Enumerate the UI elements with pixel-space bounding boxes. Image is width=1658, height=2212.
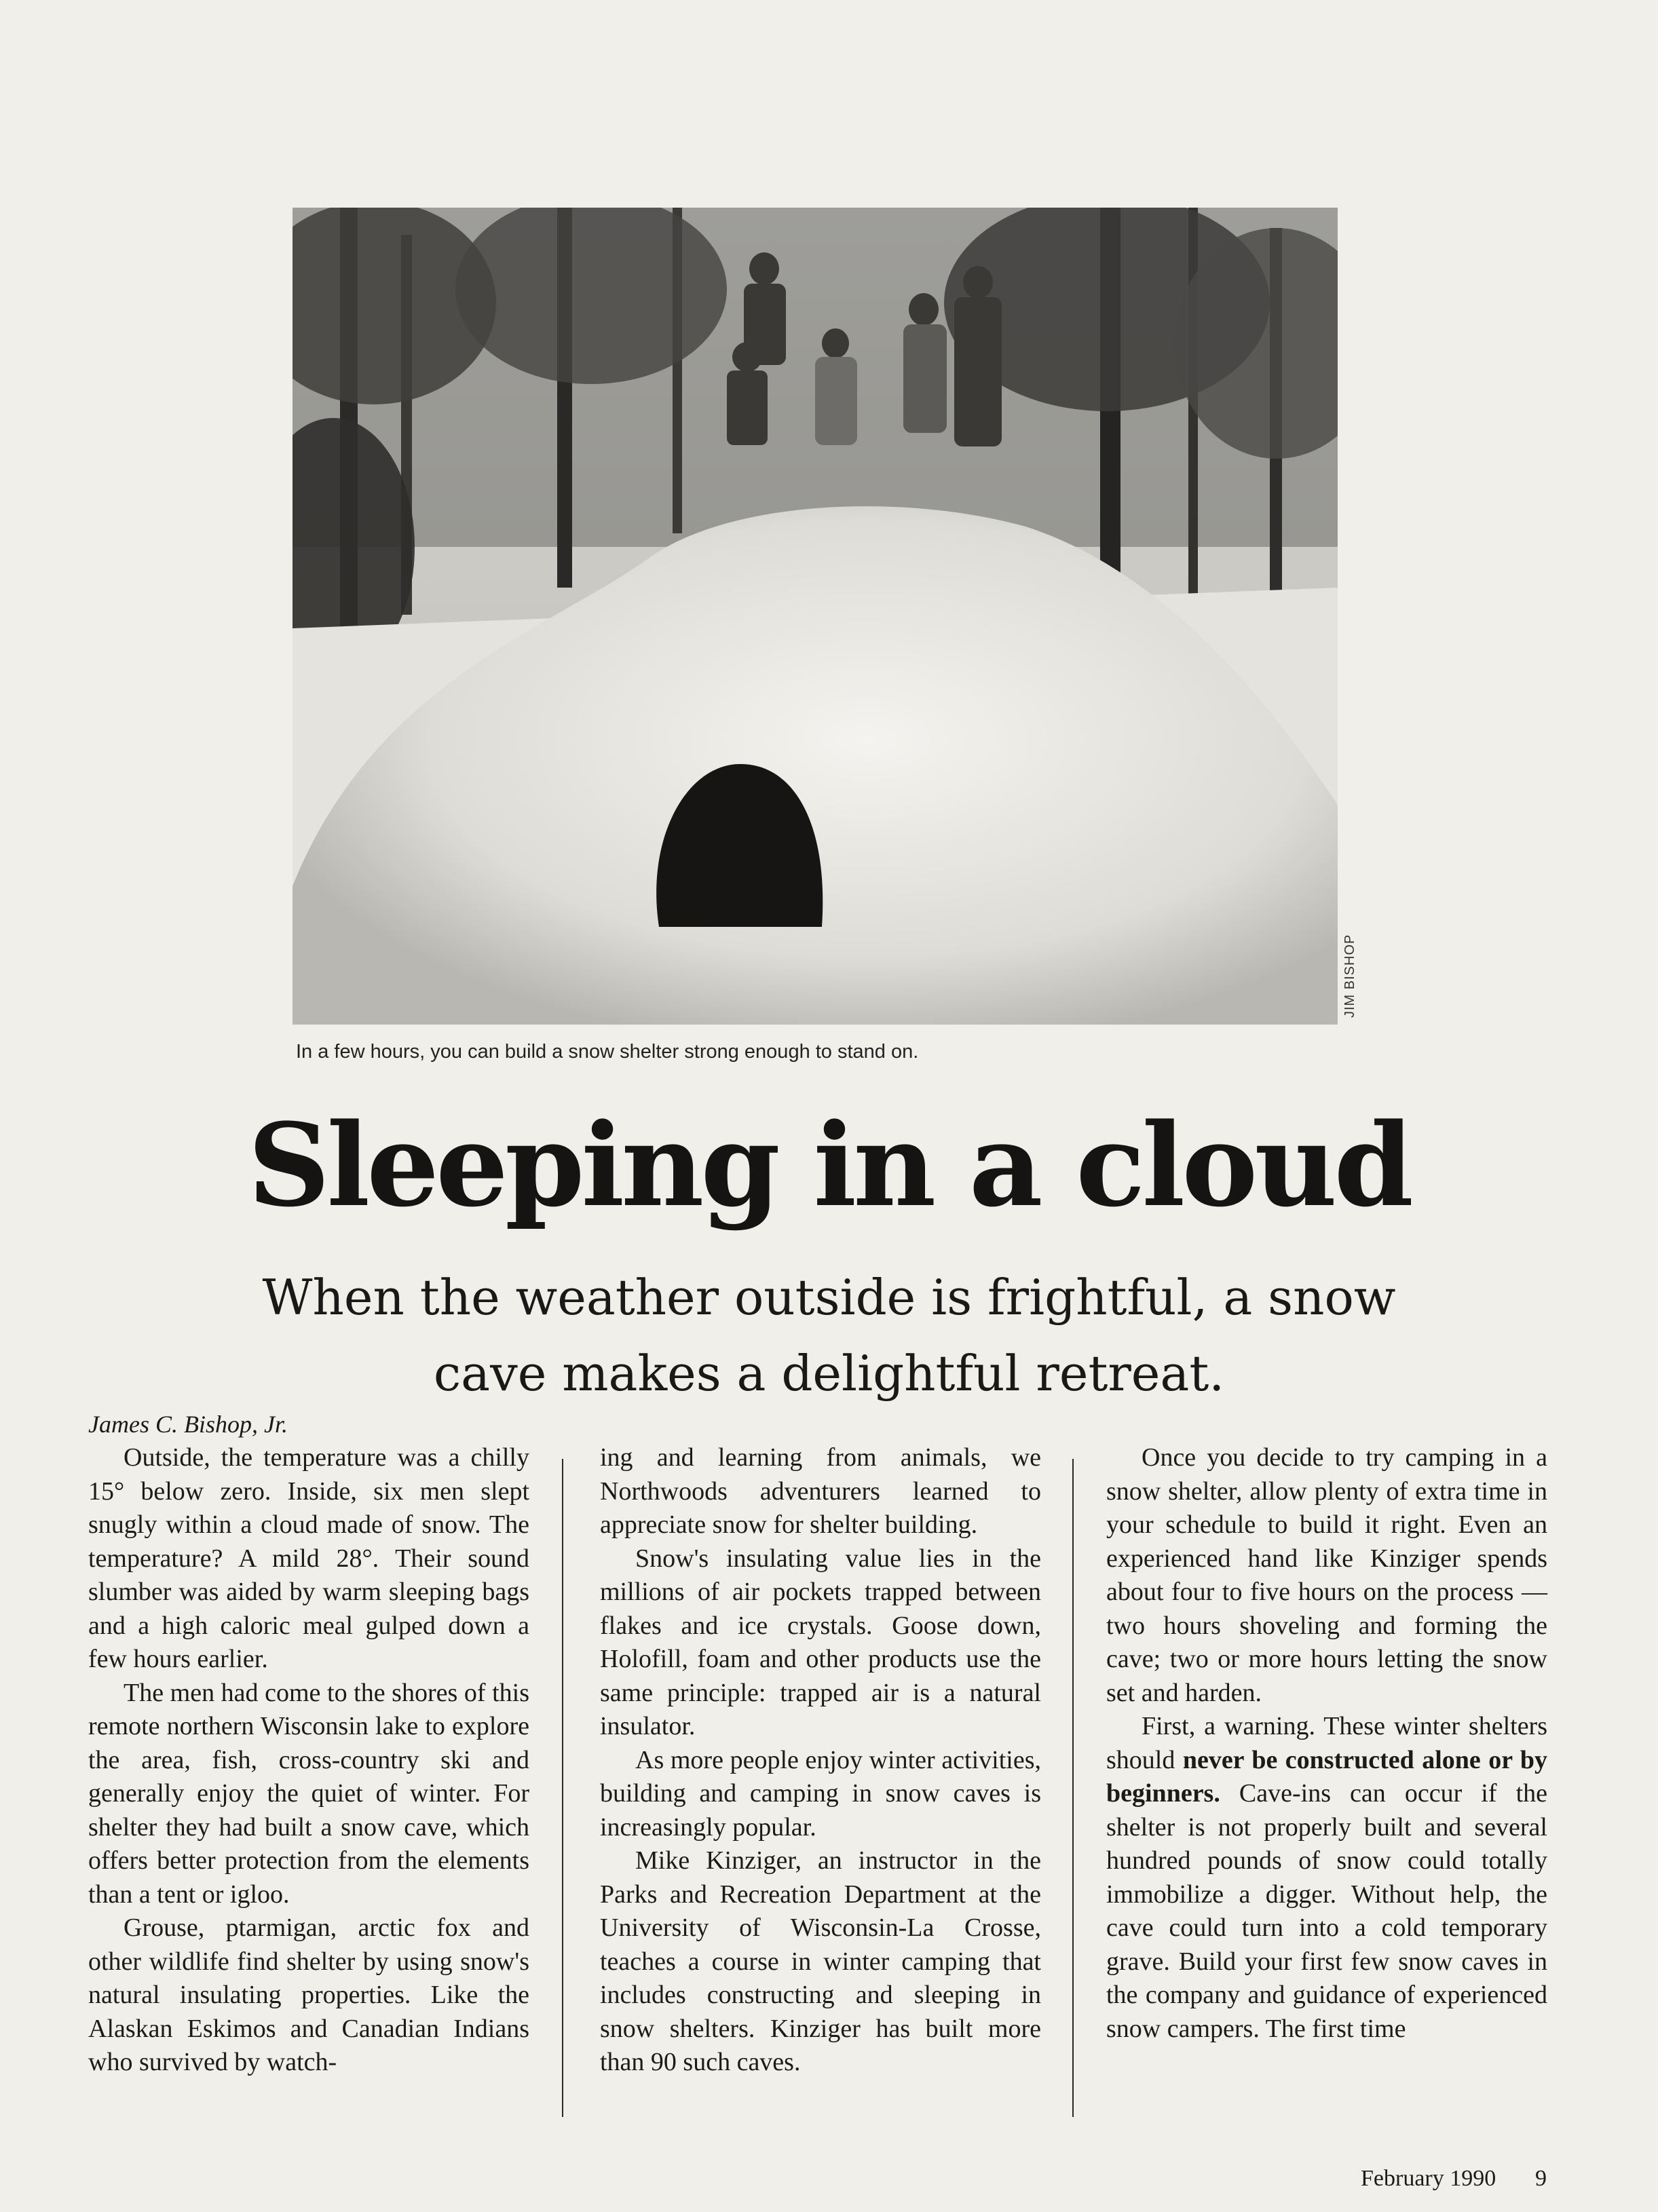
paragraph: Outside, the temperature was a chilly 15° below zero. Inside, six men slept snugly within a cloud made of snow. The temperature? A mild 28°. Their sound slumber was aided by warm sleeping bags and a high caloric meal gulped down a few hours earlier. [88,1443,529,1673]
photo-credit: JIM BISHOP [1342,934,1357,1018]
byline: James C. Bishop, Jr. [88,1411,288,1438]
warning-text-end: Cave-ins can occur if the shelter is not properly built and several hundred pounds of snow could totally immobilize a digger. Without help, the cave could turn into a cold temporary grave. Build your first few snow caves in the company and guidance of experienced snow campers. The first time [1106,1779,1547,2043]
column-divider [1072,1459,1074,2117]
paragraph: Grouse, ptarmigan, arctic fox and other wildlife find shelter by using snow's natural insulating properties. Like the Alaskan Eskimos and Canadian Indians who survived by watch- [88,1913,529,2076]
snow-cave-photo [293,208,1338,1025]
paragraph: Once you decide to try camping in a snow shelter, allow plenty of extra time in your schedule to build it right. Even an experienced hand like Kinziger spends about four to five hours on the process — two hours shoveling and forming the cave; two or more hours letting the snow set and harden. [1106,1443,1547,1707]
warning-text-start: First, a warning. These winter shelters should [1106,1712,1547,1774]
column-3 [1106,1441,1547,2046]
paragraph-warning [1106,1710,1547,2046]
deck-line-2: cave makes a delightful retreat. [433,1345,1225,1402]
column-1 [88,1441,529,2080]
warning-emphasis: never be constructed alone or by beginners. [1106,1745,1547,1808]
column-divider [562,1459,563,2117]
paragraph: ing and learning from animals, we Northwoods adventurers learned to appreciate snow for shelter building. [600,1443,1041,1539]
photo-illustration [293,208,1338,1025]
issue-date: February 1990 [1361,2166,1496,2191]
paragraph: The men had come to the shores of this remote northern Wisconsin lake to explore the area, fish, cross-country ski and generally enjoy the quiet of winter. For shelter they had built a snow cave, which offers better protection from the elements than a tent or igloo. [88,1678,529,1909]
column-2 [600,1441,1041,2080]
paragraph: Mike Kinziger, an instructor in the Parks and Recreation Department at the University of Wisconsin-La Crosse, teaches a course in winter camping that includes constructing and sleeping in snow shelters. Kinziger has built more than 90 such caves. [600,1846,1041,2076]
paragraph: Snow's insulating value lies in the millions of air pockets trapped between flakes and ice crystals. Goose down, Holofill, foam and other products use the same principle: trapped air is a natural insulator. [600,1544,1041,1740]
article-deck [170,1259,1488,1411]
photo-caption: In a few hours, you can build a snow shelter strong enough to stand on. [296,1041,919,1063]
deck-line-1: When the weather outside is frightful, a snow [262,1269,1396,1326]
article-title: Sleeping in a cloud [248,1098,1410,1232]
paragraph: As more people enjoy winter activities, building and camping in snow caves is increasingly popular. [600,1745,1041,1842]
page-number: 9 [1535,2166,1547,2191]
